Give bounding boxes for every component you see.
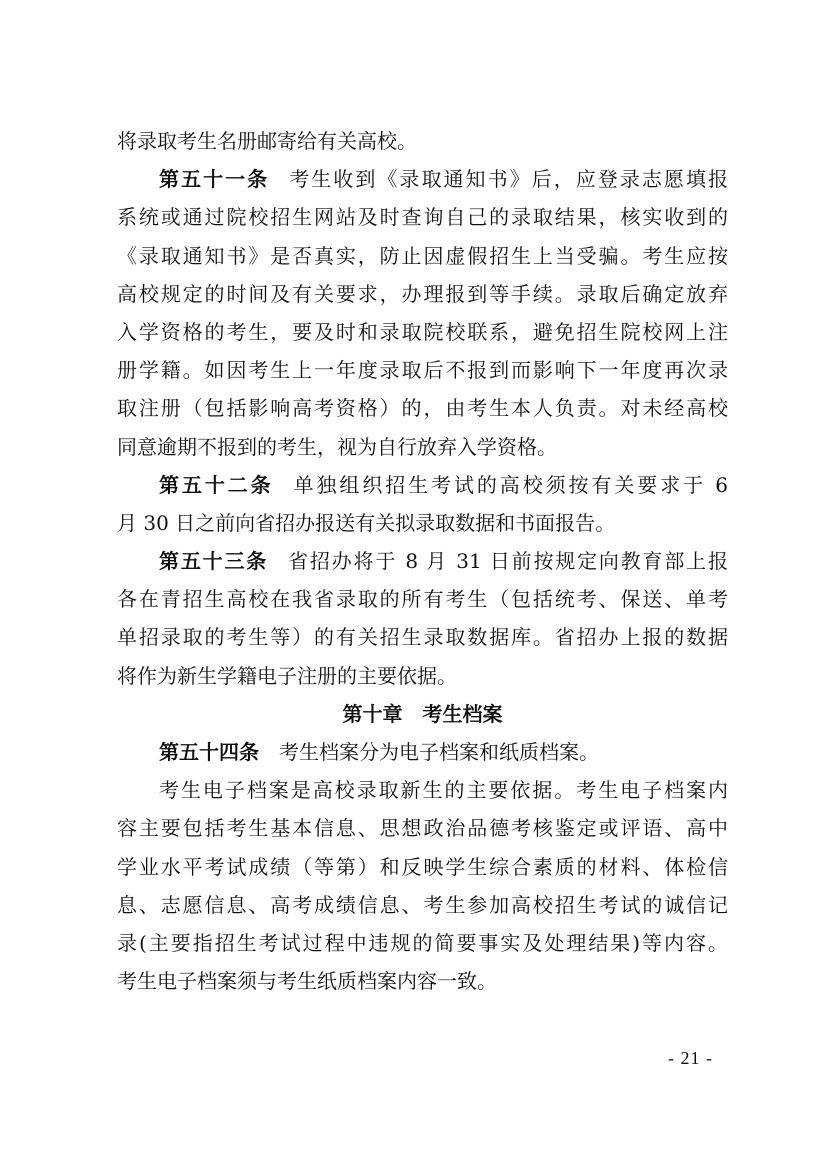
article-52-line [117, 466, 728, 504]
article-51-title: 第五十一条 [159, 167, 270, 192]
article-53-line: 将作为新生学籍电子注册的主要依据。 [117, 663, 457, 688]
article-51-line: 同意逾期不报到的考生，视为自行放弃入学资格。 [117, 434, 557, 459]
document-body [117, 122, 728, 1000]
chapter-title: 考生档案 [422, 701, 503, 726]
article-51-line: 高校规定的时间及有关要求，办理报到等手续。录取后确定放弃 [117, 281, 728, 306]
article-51-text: 考生收到《录取通知书》后，应登录志愿填报 [289, 167, 729, 192]
article-51-line [117, 160, 728, 198]
article-54-title: 第五十四条 [159, 740, 259, 764]
chapter-heading [117, 695, 728, 733]
paragraph-line: 将录取考生名册邮寄给有关高校。 [117, 129, 417, 153]
article-53-line: 各在青招生高校在我省录取的所有考生（包括统考、保送、单考 [117, 587, 728, 612]
paragraph-line: 录(主要指招生考试过程中违规的简要事实及处理结果)等内容。 [117, 930, 728, 955]
page-number: - 21 - [668, 1048, 713, 1068]
article-51-line: 取注册（包括影响高考资格）的，由考生本人负责。对未经高校 [117, 396, 728, 421]
article-51-line: 系统或通过院校招生网站及时查询自己的录取结果，核实收到的 [117, 205, 728, 230]
article-54-line [117, 733, 728, 771]
paragraph-line: 学业水平考试成绩（等第）和反映学生综合素质的材料、体检信 [117, 854, 728, 879]
article-52-line: 月 30 日之前向省招办报送有关拟录取数据和书面报告。 [117, 510, 616, 535]
article-54-text: 考生档案分为电子档案和纸质档案。 [279, 740, 599, 764]
article-51-line: 入学资格的考生，要及时和录取院校联系，避免招生院校网上注 [117, 319, 728, 344]
article-53-line: 单招录取的考生等）的有关招生录取数据库。省招办上报的数据 [117, 625, 728, 650]
paragraph-line: 考生电子档案是高校录取新生的主要依据。考生电子档案内 [159, 778, 728, 803]
article-52-title: 第五十二条 [159, 472, 274, 497]
article-53-line [117, 542, 728, 580]
article-51-line: 册学籍。如因考生上一年度录取后不报到而影响下一年度再次录 [117, 358, 728, 383]
paragraph-line: 息、志愿信息、高考成绩信息、考生参加高校招生考试的诚信记 [117, 892, 728, 917]
article-53-text: 省招办将于 8 月 31 日前按规定向教育部上报 [288, 549, 728, 574]
paragraph-line: 考生电子档案须与考生纸质档案内容一致。 [117, 969, 497, 994]
article-52-text: 单独组织招生考试的高校须按有关要求于 6 [293, 472, 729, 497]
article-51-line: 《录取通知书》是否真实，防止因虚假招生上当受骗。考生应按 [117, 243, 728, 268]
chapter-number: 第十章 [342, 701, 403, 726]
paragraph-line: 容主要包括考生基本信息、思想政治品德考核鉴定或评语、高中 [117, 816, 728, 841]
article-53-title: 第五十三条 [159, 549, 269, 574]
